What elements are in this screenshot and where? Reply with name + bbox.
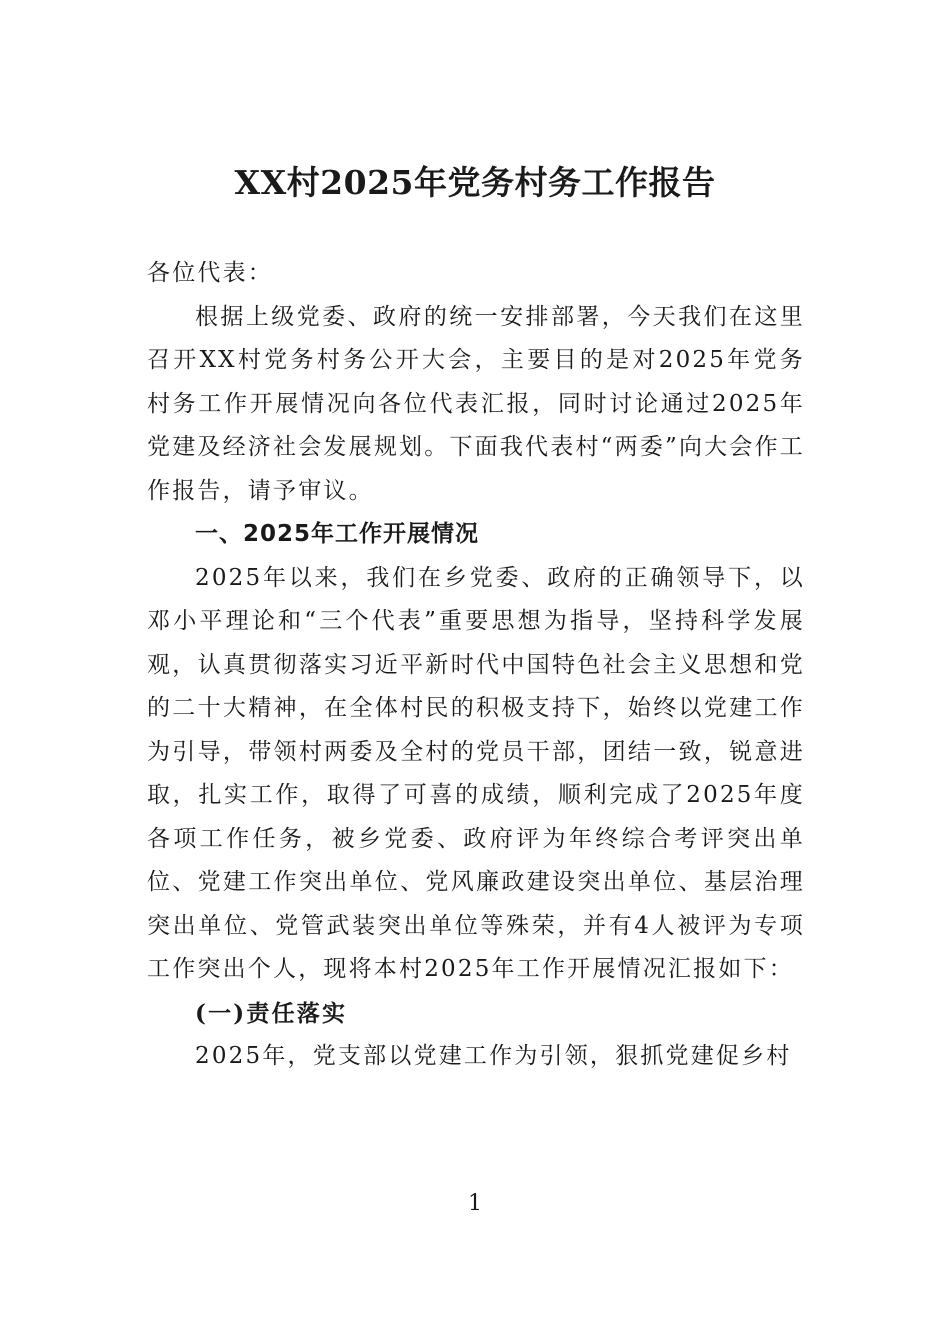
document-title: XX村2025年党务村务工作报告 xyxy=(234,163,716,202)
section-paragraph: 2025年以来，我们在乡党委、政府的正确领导下，以邓小平理论和“三个代表”重要思想为指导，坚持科学发展观，认真贯彻落实习近平新时代中国特色社会主义思想和党的二十大精神，在全体村民的积极支持下，始终以党建工作为引导，带领村两委及全村的党员干部，团结一致，锐意进取，扎实工作，取得了可喜的成绩，顺利完成了2025年度各项工作任务，被乡党委、政府评为年终综合考评突出单位、党建工作突出单位、党风廉政建设突出单位、基层治理突出单位、党管武装突出单位等殊荣，并有4人被评为专项工作突出个人，现将本村2025年工作开展情况汇报如下： xyxy=(147,564,805,982)
subsection-heading: (一)责任落实 xyxy=(195,999,348,1027)
salutation: 各位代表： xyxy=(147,260,273,286)
subsection-paragraph: 2025年，党支部以党建工作为引领，狠抓党建促乡村 xyxy=(195,1043,792,1069)
document-body xyxy=(147,252,805,1079)
intro-paragraph: 根据上级党委、政府的统一安排部署，今天我们在这里召开XX村党务村务公开大会，主要目的是对2025年党务村务工作开展情况向各位代表汇报，同时讨论通过2025年党建及经济社会发展规划。下面我代表村“两委”向大会作工作报告，请予审议。 xyxy=(147,303,805,504)
section-heading: 一、2025年工作开展情况 xyxy=(195,521,480,547)
page-number: 1 xyxy=(468,1191,482,1216)
